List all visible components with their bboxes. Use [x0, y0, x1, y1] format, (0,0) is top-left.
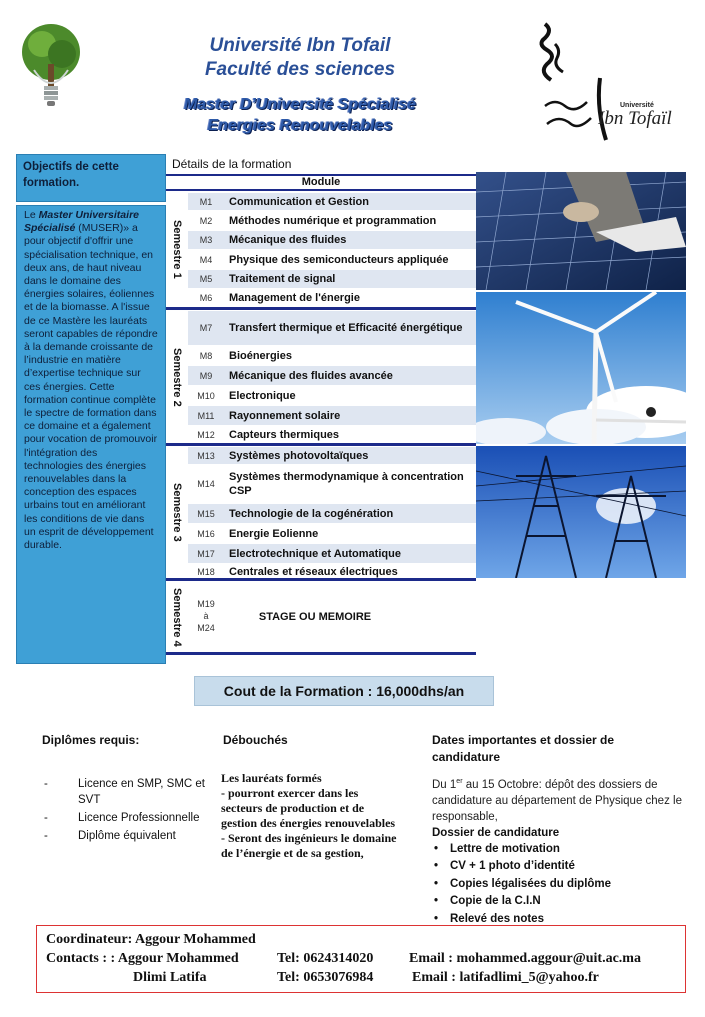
tel-1: Tel: 0624314020 [277, 951, 374, 966]
module-row: M13 Systèmes photovoltaïques [188, 447, 476, 464]
emblem-script: Ibn Tofaïl [598, 108, 672, 129]
objectives-text: Le Master Universitaire Spécialisé (MUSER)» a pour objectif d'offrir une spécialisation technique, en deux ans, de haut niveau dans le domaine des énergies solaires, éoliennes et de la biomasse. A l'issue de ce Mastère les lauréats seront capables de répondre à la demande croissante de l’industrie en matière d’expertise technique sur ces énergies. Cette formation continue complète le spectre de formation dans ce domaine et a également pour vocation de promouvoir l'intégration des technologies des énergies renouvelables dans la conception des espaces urbains tout en améliorant les conditions de vie dans un esprit de développement durable. [16, 205, 166, 664]
module-row: M4 Physique des semiconducteurs appliquée [199, 253, 449, 266]
module-row: M14 Systèmes thermodynamique à concentration CSP [197, 471, 464, 497]
semester-divider [166, 578, 476, 581]
list-item: • Copies légalisées du diplôme [432, 876, 682, 894]
module-row: M16 Energie Eolienne [197, 527, 319, 540]
module-row: M8 Bioénergies [199, 349, 292, 362]
objectives-title: Objectifs de cette formation. [16, 154, 166, 202]
module-row: M11 Rayonnement solaire [188, 406, 476, 425]
email-1: Email : mohammed.aggour@uit.ac.ma [409, 951, 641, 966]
contact-name-2: Dlimi Latifa [133, 970, 207, 985]
table-bottom-line [166, 652, 476, 655]
coordinator: Coordinateur: Aggour Mohammed [46, 932, 256, 947]
module-row: M18 Centrales et réseaux électriques [197, 566, 398, 578]
stage-codes: M19 à M24 [197, 599, 215, 633]
diplomes-list [42, 776, 212, 846]
master-title-line2: Energies Renouvelables [207, 117, 393, 134]
semester-1-label: Semestre 1 [171, 219, 183, 279]
semester-2-label: Semestre 2 [171, 347, 183, 407]
module-row: M1 Communication et Gestion [188, 193, 476, 210]
module-row: M6 Management de l'énergie [199, 292, 360, 304]
debouches-title: Débouchés [223, 733, 288, 747]
dates-text: Du 1er au 15 Octobre: dépôt des dossiers de candidature au département de Physique chez le responsable, Dossier de candidature • Lettre de motivation • CV + 1 photo d’identité • Copies légalisées du diplôme • Copie de la C.I.N • Relevé des notes [432, 774, 682, 928]
module-row: M5 Traitement de signal [188, 270, 476, 288]
list-item: - Licence en SMP, SMC et SVT [42, 776, 212, 808]
solar-panel-photo [476, 172, 686, 290]
list-item: • Lettre de motivation [432, 841, 682, 859]
contacts-label: Contacts : : Aggour Mohammed [46, 951, 239, 966]
dossier-list [432, 841, 682, 929]
wind-turbine-photo [476, 292, 686, 444]
tree-bulb-logo [20, 20, 82, 112]
list-item: - Licence Professionnelle [42, 810, 212, 826]
module-column-header: Module [166, 174, 476, 191]
semester-3-label: Semestre 3 [171, 482, 183, 542]
email-2: Email : latifadlimi_5@yahoo.fr [412, 970, 599, 985]
stage-label: STAGE OU MEMOIRE [258, 611, 372, 623]
power-lines-photo [476, 446, 686, 578]
tel-2: Tel: 0653076984 [277, 970, 374, 985]
module-row: M3 Mécanique des fluides [188, 231, 476, 249]
list-item: - Diplôme équivalent [42, 828, 212, 844]
list-item: • CV + 1 photo d’identité [432, 858, 682, 876]
dates-title: Dates importantes et dossier de candidature [432, 733, 615, 764]
semester-divider [166, 307, 476, 310]
module-row: M9 Mécanique des fluides avancée [188, 366, 476, 385]
cost-banner: Cout de la Formation : 16,000dhs/an [194, 676, 494, 706]
faculty-name: Faculté des sciences [204, 59, 396, 80]
module-row: M7 Transfert thermique et Efficacité énergétique [188, 311, 476, 345]
module-row: M2 Méthodes numérique et programmation [199, 214, 437, 227]
contact-box [36, 925, 686, 993]
dossier-title: Dossier de candidature [432, 826, 560, 839]
list-item: • Relevé des notes [432, 911, 682, 929]
module-row: M10 Electronique [197, 389, 296, 402]
diplomes-title: Diplômes requis: [42, 733, 140, 747]
list-item: • Copie de la C.I.N [432, 893, 682, 911]
semester-divider [166, 443, 476, 446]
university-name: Université Ibn Tofail [209, 35, 391, 56]
module-row: M15 Technologie de la cogénération [188, 504, 476, 523]
module-row: M12 Capteurs thermiques [197, 429, 340, 441]
module-row: M17 Electrotechnique et Automatique [188, 544, 476, 563]
master-title-line1: Master D’Université Spécialisé [183, 96, 417, 113]
formation-details-title: Détails de la formation [172, 157, 292, 171]
debouches-text: Les lauréats formés - pourront exercer dans les secteurs de production et de gestion des énergies renouvelables - Seront des ingénieurs le domaine de l’énergie et de sa gestion, [221, 771, 397, 860]
semester-4-label: Semestre 4 [171, 587, 183, 647]
emblem-caption: Université [620, 102, 654, 109]
